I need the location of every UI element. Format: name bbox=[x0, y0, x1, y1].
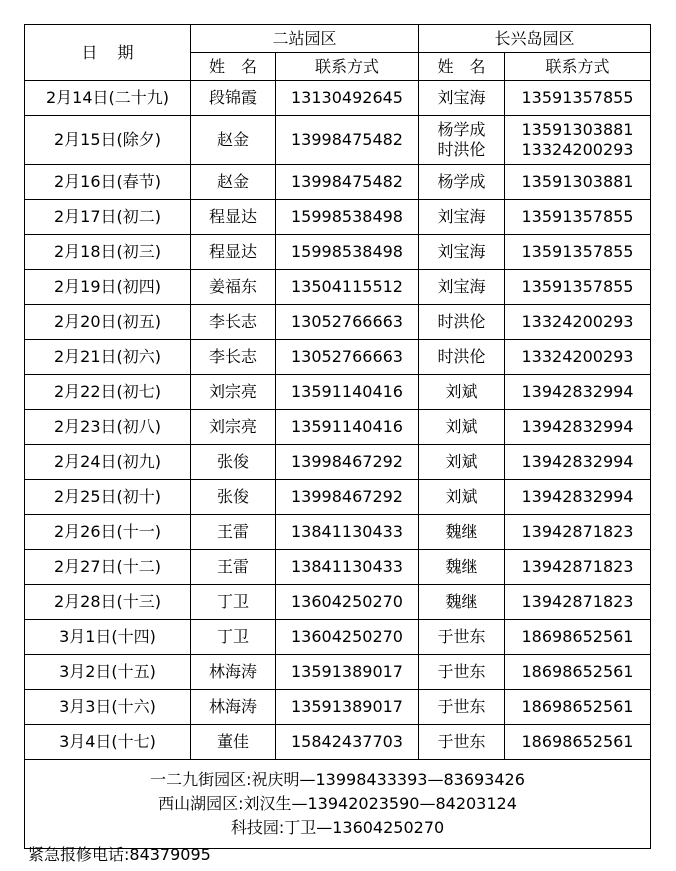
campus-b-name-cell: 刘斌 bbox=[419, 480, 505, 515]
table-row bbox=[25, 116, 651, 165]
date-cell: 2月25日(初十) bbox=[25, 480, 191, 515]
campus-a-name-cell: 程显达 bbox=[191, 235, 276, 270]
date-cell: 2月28日(十三) bbox=[25, 585, 191, 620]
campus-a-phone-cell: 13604250270 bbox=[276, 620, 419, 655]
campus-a-name-cell: 林海涛 bbox=[191, 690, 276, 725]
date-cell: 2月20日(初五) bbox=[25, 305, 191, 340]
date-cell: 2月23日(初八) bbox=[25, 410, 191, 445]
campus-b-name-cell: 魏继 bbox=[419, 585, 505, 620]
campus-a-phone-cell: 13052766663 bbox=[276, 340, 419, 375]
emergency-repair-phone: 紧急报修电话:84379095 bbox=[28, 845, 211, 864]
campus-b-header: 长兴岛园区 bbox=[419, 25, 651, 53]
campus-a-name-cell: 程显达 bbox=[191, 200, 276, 235]
table-row bbox=[25, 375, 651, 410]
table-row bbox=[25, 480, 651, 515]
date-cell: 2月27日(十二) bbox=[25, 550, 191, 585]
campus-b-name-cell: 魏继 bbox=[419, 515, 505, 550]
campus-b-phone-cell: 13591357855 bbox=[505, 235, 651, 270]
table-row bbox=[25, 585, 651, 620]
campus-b-name-cell: 时洪伦 bbox=[419, 340, 505, 375]
campus-b-phone-cell: 13591357855 bbox=[505, 81, 651, 116]
campus-a-name-header: 姓名 bbox=[191, 53, 276, 81]
table-row bbox=[25, 410, 651, 445]
campus-b-phone-cell: 18698652561 bbox=[505, 655, 651, 690]
table-row bbox=[25, 445, 651, 480]
campus-b-phone-cell: 18698652561 bbox=[505, 725, 651, 760]
campus-a-phone-cell: 13998475482 bbox=[276, 116, 419, 165]
campus-a-name-cell: 赵金 bbox=[191, 116, 276, 165]
table-row bbox=[25, 340, 651, 375]
date-cell: 2月24日(初九) bbox=[25, 445, 191, 480]
campus-b-phone-line-1: 13591303881 bbox=[521, 120, 634, 139]
campus-a-phone-cell: 13841130433 bbox=[276, 550, 419, 585]
campus-b-phone-line-2: 13324200293 bbox=[521, 140, 634, 159]
campus-a-name-cell: 段锦霞 bbox=[191, 81, 276, 116]
campus-a-phone-cell: 15998538498 bbox=[276, 235, 419, 270]
date-cell: 2月17日(初二) bbox=[25, 200, 191, 235]
campus-a-header: 二站园区 bbox=[191, 25, 419, 53]
campus-b-name-cell: 刘宝海 bbox=[419, 235, 505, 270]
campus-a-phone-cell: 15998538498 bbox=[276, 200, 419, 235]
campus-b-phone-cell: 13324200293 bbox=[505, 340, 651, 375]
campus-a-name-cell: 王雷 bbox=[191, 515, 276, 550]
campus-a-name-cell: 李长志 bbox=[191, 305, 276, 340]
campus-b-phone-cell: 18698652561 bbox=[505, 690, 651, 725]
date-cell: 3月1日(十四) bbox=[25, 620, 191, 655]
campus-a-name-cell: 张俊 bbox=[191, 480, 276, 515]
campus-a-phone-cell: 13591140416 bbox=[276, 410, 419, 445]
campus-a-phone-cell: 13604250270 bbox=[276, 585, 419, 620]
campus-b-phone-cell: 13942871823 bbox=[505, 515, 651, 550]
campus-b-name-cell: 刘斌 bbox=[419, 375, 505, 410]
date-cell: 3月3日(十六) bbox=[25, 690, 191, 725]
campus-b-name-header: 姓名 bbox=[419, 53, 505, 81]
campus-b-contact-header: 联系方式 bbox=[505, 53, 651, 81]
campus-b-name-cell: 杨学成 bbox=[419, 165, 505, 200]
campus-a-name-cell: 王雷 bbox=[191, 550, 276, 585]
campus-b-phone-cell: 18698652561 bbox=[505, 620, 651, 655]
schedule-body bbox=[25, 81, 651, 760]
table-row bbox=[25, 690, 651, 725]
campus-b-phone-cell: 13591303881 bbox=[505, 165, 651, 200]
campus-a-name-cell: 刘宗亮 bbox=[191, 410, 276, 445]
campus-a-phone-cell: 13052766663 bbox=[276, 305, 419, 340]
table-row bbox=[25, 550, 651, 585]
date-cell: 2月19日(初四) bbox=[25, 270, 191, 305]
other-campuses-row bbox=[25, 760, 651, 849]
campus-b-phone-cell: 13942832994 bbox=[505, 480, 651, 515]
campus-b-name-cell: 于世东 bbox=[419, 620, 505, 655]
table-row bbox=[25, 81, 651, 116]
campus-b-phone-cell: 13942832994 bbox=[505, 445, 651, 480]
campus-b-name-cell bbox=[419, 116, 505, 165]
campus-b-phone-cell bbox=[505, 116, 651, 165]
table-row bbox=[25, 165, 651, 200]
campus-a-phone-cell: 13591389017 bbox=[276, 690, 419, 725]
date-cell: 2月16日(春节) bbox=[25, 165, 191, 200]
campus-a-phone-cell: 13998467292 bbox=[276, 445, 419, 480]
campus-a-name-cell: 赵金 bbox=[191, 165, 276, 200]
campus-b-name-line-2: 时洪伦 bbox=[437, 140, 486, 159]
campus-a-name-cell: 刘宗亮 bbox=[191, 375, 276, 410]
campus-b-name-cell: 刘斌 bbox=[419, 445, 505, 480]
table-row bbox=[25, 725, 651, 760]
campus-a-phone-cell: 13998467292 bbox=[276, 480, 419, 515]
campus-a-name-cell: 李长志 bbox=[191, 340, 276, 375]
date-column-header: 日期 bbox=[25, 25, 191, 81]
table-row bbox=[25, 235, 651, 270]
duty-schedule-table bbox=[24, 24, 651, 849]
campus-b-name-cell: 魏继 bbox=[419, 550, 505, 585]
table-row bbox=[25, 655, 651, 690]
campus-a-phone-cell: 15842437703 bbox=[276, 725, 419, 760]
campus-a-phone-cell: 13591140416 bbox=[276, 375, 419, 410]
date-cell: 3月2日(十五) bbox=[25, 655, 191, 690]
table-row bbox=[25, 515, 651, 550]
campus-b-name-line-1: 杨学成 bbox=[437, 120, 486, 139]
campus-b-phone-cell: 13591357855 bbox=[505, 200, 651, 235]
table-row bbox=[25, 270, 651, 305]
campus-a-name-cell: 林海涛 bbox=[191, 655, 276, 690]
campus-a-name-cell: 姜福东 bbox=[191, 270, 276, 305]
table-row bbox=[25, 620, 651, 655]
date-cell: 2月26日(十一) bbox=[25, 515, 191, 550]
date-cell: 2月15日(除夕) bbox=[25, 116, 191, 165]
date-cell: 3月4日(十七) bbox=[25, 725, 191, 760]
campus-a-phone-cell: 13841130433 bbox=[276, 515, 419, 550]
campus-b-name-cell: 于世东 bbox=[419, 725, 505, 760]
date-cell: 2月21日(初六) bbox=[25, 340, 191, 375]
campus-b-name-cell: 于世东 bbox=[419, 690, 505, 725]
campus-b-name-cell: 刘斌 bbox=[419, 410, 505, 445]
campus-129-street-contact: 一二九街园区:祝庆明—13998433393—83693426 bbox=[150, 770, 525, 789]
table-row bbox=[25, 305, 651, 340]
campus-a-name-cell: 丁卫 bbox=[191, 620, 276, 655]
campus-b-phone-cell: 13942871823 bbox=[505, 585, 651, 620]
campus-b-name-cell: 时洪伦 bbox=[419, 305, 505, 340]
campus-a-phone-cell: 13998475482 bbox=[276, 165, 419, 200]
campus-b-name-cell: 刘宝海 bbox=[419, 200, 505, 235]
date-cell: 2月22日(初七) bbox=[25, 375, 191, 410]
campus-a-name-cell: 董佳 bbox=[191, 725, 276, 760]
campus-b-name-cell: 刘宝海 bbox=[419, 270, 505, 305]
date-cell: 2月18日(初三) bbox=[25, 235, 191, 270]
campus-b-phone-cell: 13324200293 bbox=[505, 305, 651, 340]
campus-b-phone-cell: 13942871823 bbox=[505, 550, 651, 585]
table-row bbox=[25, 200, 651, 235]
date-cell: 2月14日(二十九) bbox=[25, 81, 191, 116]
campus-a-contact-header: 联系方式 bbox=[276, 53, 419, 81]
campus-b-phone-cell: 13942832994 bbox=[505, 375, 651, 410]
campus-a-phone-cell: 13130492645 bbox=[276, 81, 419, 116]
campus-a-name-cell: 张俊 bbox=[191, 445, 276, 480]
campus-xishanhu-contact: 西山湖园区:刘汉生—13942023590—84203124 bbox=[158, 794, 517, 813]
campus-b-name-cell: 于世东 bbox=[419, 655, 505, 690]
campus-a-phone-cell: 13591389017 bbox=[276, 655, 419, 690]
header-row-campus bbox=[25, 25, 651, 53]
campus-b-phone-cell: 13591357855 bbox=[505, 270, 651, 305]
campus-b-name-cell: 刘宝海 bbox=[419, 81, 505, 116]
campus-b-phone-cell: 13942832994 bbox=[505, 410, 651, 445]
campus-a-phone-cell: 13504115512 bbox=[276, 270, 419, 305]
other-campuses-cell bbox=[25, 760, 651, 849]
campus-tech-park-contact: 科技园:丁卫—13604250270 bbox=[230, 818, 445, 837]
campus-a-name-cell: 丁卫 bbox=[191, 585, 276, 620]
